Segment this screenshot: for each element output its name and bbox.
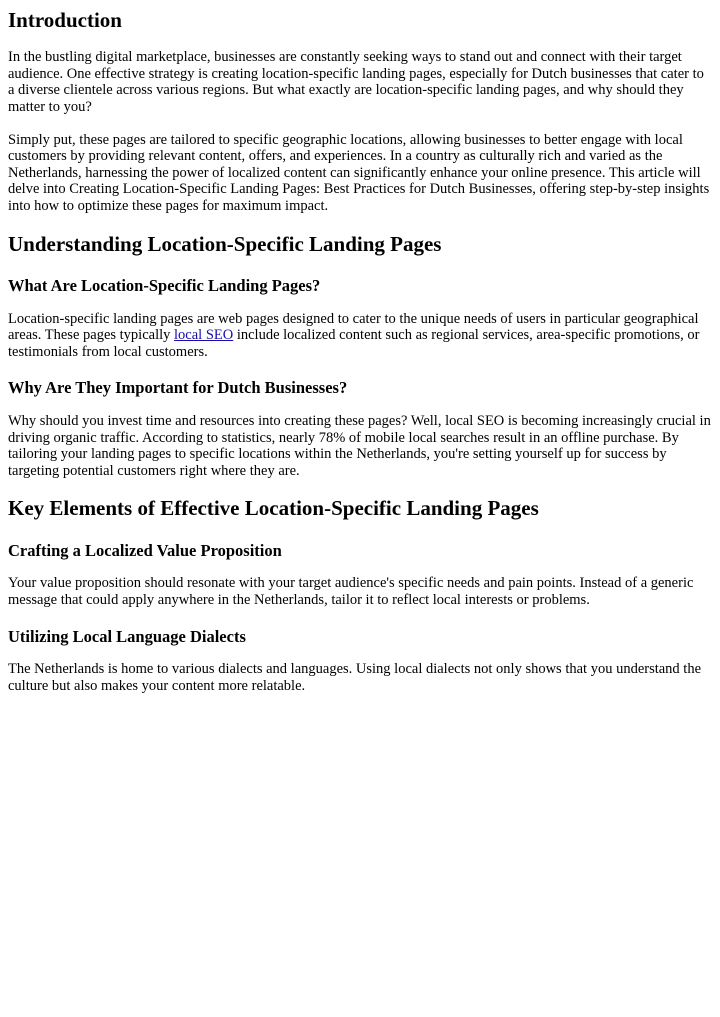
crafting-paragraph: Your value proposition should resonate with your target audience's specific needs and pain points. Instead of a generic message that could apply anywhere in the Netherlands, tailor it to reflect local interests or problems. — [8, 575, 694, 609]
utilizing-paragraph: The Netherlands is home to various dialects and languages. Using local dialects not only shows that you understand the culture but also makes your content more relatable. — [8, 661, 702, 695]
section-heading-understanding: Understanding Location-Specific Landing Pages — [8, 231, 442, 256]
why-important-paragraph: Why should you invest time and resources into creating these pages? Well, local SEO is becoming increasingly crucial in driving organic traffic. According to statistics, nearly 78% of mobile local searches result in an offline purchase. By tailoring your landing pages to specific locations within the Netherlands, you're setting yourself up for success by targeting potential customers right where they are. — [8, 413, 711, 479]
section-heading-introduction: Introduction — [8, 8, 122, 32]
subheading-what-are-pages: What Are Location-Specific Landing Pages? — [8, 275, 321, 295]
intro-paragraph-2: Simply put, these pages are tailored to specific geographic locations, allowing businesses to better engage with local customers by providing relevant content, offers, and experiences. In a country as culturally rich and varied as the Netherlands, harnessing the power of localized content can significantly enhance your online presence. This article will delve into Creating Location-Specific Landing Pages: Best Practices for Dutch Businesses, offering step-by-step insights into how to optimize these pages for maximum impact. — [8, 131, 710, 214]
subheading-crafting-value-proposition: Crafting a Localized Value Proposition — [8, 540, 282, 560]
subheading-why-important: Why Are They Important for Dutch Businesses? — [8, 378, 348, 398]
intro-paragraph-1: In the bustling digital marketplace, businesses are constantly seeking ways to stand out and connect with their target audience. One effective strategy is creating location-specific landing pages, especially for Dutch businesses that cater to a diverse clientele across various regions. But what exactly are location-specific landing pages, and why should they matter to you? — [8, 49, 704, 115]
what-text-after-link: include localized content such as regional services, area-specific promotions, or testimonials from local customers. — [8, 327, 700, 360]
section-heading-key-elements: Key Elements of Effective Location-Specific Landing Pages — [8, 496, 539, 521]
local-seo-link[interactable]: local SEO — [174, 327, 234, 344]
subheading-utilizing-dialects: Utilizing Local Language Dialects — [8, 626, 246, 646]
what-are-pages-paragraph — [8, 311, 712, 361]
what-text-before-link: Location-specific landing pages are web pages designed to cater to the unique needs of users in particular geographical areas. These pages typically — [8, 310, 699, 344]
